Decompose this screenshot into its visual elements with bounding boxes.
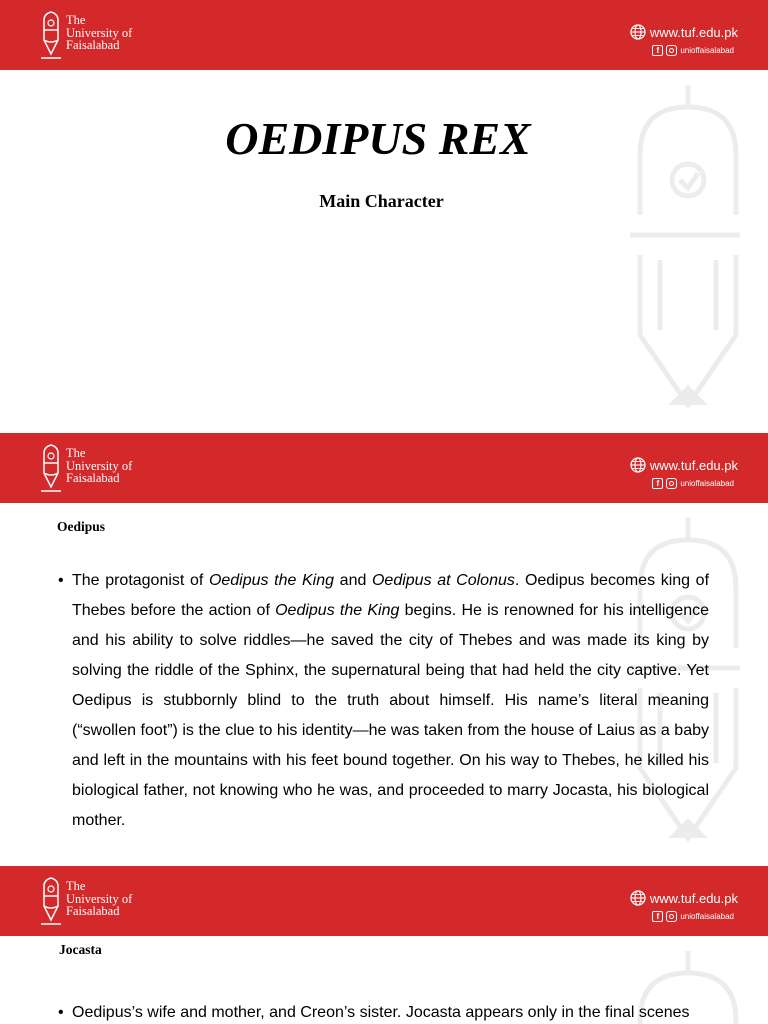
social-links <box>652 45 734 56</box>
logo-line: The <box>66 13 86 27</box>
logo-line: The <box>66 879 86 893</box>
instagram-icon[interactable] <box>666 911 677 922</box>
university-logo[interactable] <box>40 443 150 495</box>
social-links <box>652 478 734 489</box>
paragraph-text: The protagonist of Oedipus the King and Oedipus at Colonus. Oedipus becomes king of Thebes before the action of Oedipus the King begins. He is renowned for his intelligence and his ability to solve riddles—he saved the city of Thebes and was made its king by solving the riddle of the Sphinx, the supernatural being that had held the city captive. Yet Oedipus is stubbornly blind to the truth about himself. His name’s literal meaning (“swollen foot”) is the clue to his identity—he was taken from the house of Laius as a baby and left in the mountains with his feet bound together. On his way to Thebes, he killed his biological father, not knowing who he was, and proceeded to marry Jocasta, his biological mother. <box>72 572 710 829</box>
bullet-paragraph <box>58 998 709 1024</box>
social-links <box>652 911 734 922</box>
bullet-marker: • <box>58 1004 64 1021</box>
university-logo-icon <box>40 10 62 62</box>
bullet-marker: • <box>58 572 64 589</box>
globe-icon <box>630 24 646 40</box>
university-logo[interactable] <box>40 10 150 62</box>
work-title: Oedipus the King <box>208 572 335 589</box>
social-handle[interactable]: unioffaisalabad <box>680 46 734 55</box>
logo-line: Faisalabad <box>66 471 120 485</box>
logo-wordmark <box>66 880 132 918</box>
social-handle[interactable]: unioffaisalabad <box>680 479 734 488</box>
website-text: www.tuf.edu.pk <box>649 890 738 906</box>
globe-icon <box>630 457 646 473</box>
section-heading: Jocasta <box>59 942 102 957</box>
section-heading: Oedipus <box>57 519 106 534</box>
website-text: www.tuf.edu.pk <box>649 24 738 40</box>
facebook-icon[interactable]: f <box>652 911 663 922</box>
header-bar <box>0 0 768 70</box>
website-link[interactable] <box>630 890 738 906</box>
header-bar <box>0 433 768 503</box>
header-bar <box>0 866 768 936</box>
instagram-icon[interactable] <box>666 45 677 56</box>
logo-wordmark <box>66 447 132 485</box>
slide-oedipus <box>0 433 768 866</box>
university-logo-icon <box>40 443 62 495</box>
work-title: Oedipus at Colonus <box>371 572 515 589</box>
website-link[interactable] <box>630 24 738 40</box>
website-link[interactable] <box>630 457 738 473</box>
instagram-icon[interactable] <box>666 478 677 489</box>
social-handle[interactable]: unioffaisalabad <box>680 912 734 921</box>
bullet-paragraph <box>58 566 709 836</box>
logo-line: University of <box>66 25 133 40</box>
facebook-icon[interactable]: f <box>652 45 663 56</box>
slide-title <box>0 0 768 433</box>
globe-icon <box>630 890 646 906</box>
logo-line: Faisalabad <box>66 904 120 918</box>
work-title: Oedipus the King <box>275 602 400 619</box>
logo-line: University of <box>66 458 133 473</box>
logo-line: Faisalabad <box>66 38 120 52</box>
university-logo[interactable] <box>40 876 150 928</box>
logo-line: University of <box>66 891 133 906</box>
page-subtitle: Main Character <box>319 191 444 211</box>
paragraph-text: Oedipus’s wife and mother, and Creon’s sister. Jocasta appears only in the final scenes <box>72 1004 690 1021</box>
university-logo-icon <box>40 876 62 928</box>
page-title: OEDIPUS REX <box>225 113 531 164</box>
logo-wordmark <box>66 14 132 52</box>
website-text: www.tuf.edu.pk <box>649 457 738 473</box>
slide-jocasta <box>0 866 768 1024</box>
facebook-icon[interactable]: f <box>652 478 663 489</box>
logo-line: The <box>66 446 86 460</box>
